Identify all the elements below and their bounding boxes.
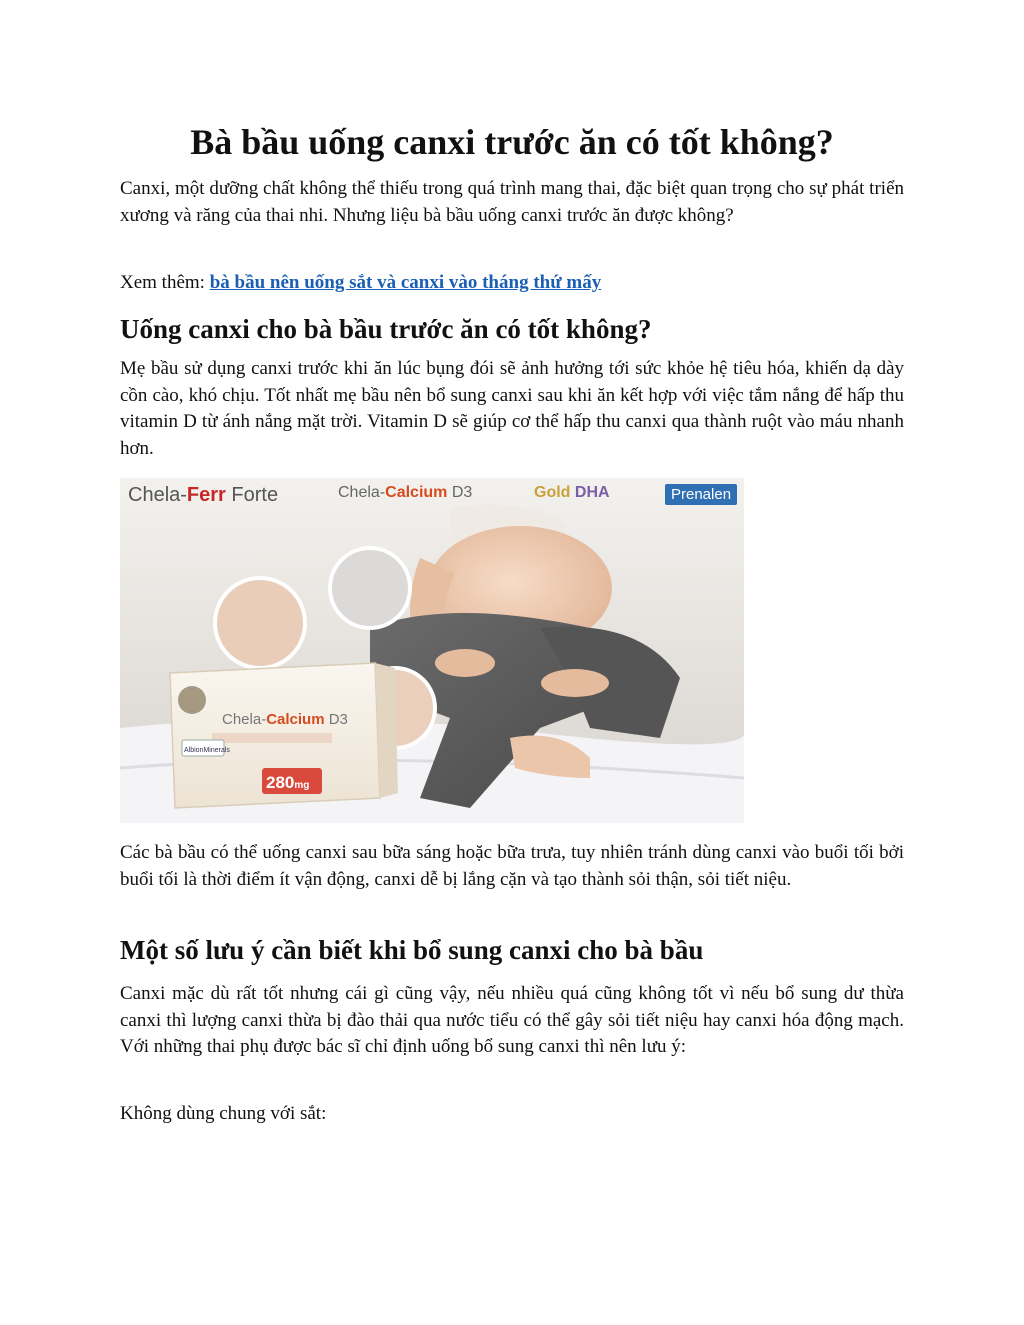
section2-heading: Một số lưu ý cần biết khi bổ sung canxi cho bà bầu — [120, 935, 704, 965]
brand-chela-ferr: Chela-Ferr Forte — [128, 484, 279, 506]
section1-paragraph-2: Các bà bầu có thể uống canxi sau bữa sáng hoặc bữa trưa, tuy nhiên tránh dùng canxi vào buổi tối bởi buổi tối là thời điểm ít vận động, canxi dễ bị lắng cặn và tạo thành sỏi thận, sỏi tiết niệu. — [120, 842, 904, 890]
section2-paragraph-1: Canxi mặc dù rất tốt nhưng cái gì cũng vậy, nếu nhiều quá cũng không tốt vì nếu bổ sung dư thừa canxi thì lượng canxi thừa bị đào thải qua nước tiểu có thể gây sỏi tiết niệu hay canxi hóa động mạch. Với những thai phụ được bác sĩ chỉ định uống bổ sung canxi thì nên lưu ý: — [120, 983, 904, 1057]
box-maker-text: AlbionMinerals — [184, 747, 230, 754]
box-dose-text: 280mg — [266, 773, 310, 792]
page-title: Bà bầu uống canxi trước ăn có tốt không? — [190, 122, 834, 162]
pregnant-woman-photo — [120, 478, 744, 823]
see-more-line — [120, 270, 904, 297]
see-more-label: Xem thêm: — [120, 272, 210, 293]
section1-heading: Uống canxi cho bà bầu trước ăn có tốt không? — [120, 314, 652, 344]
section2-paragraph-2: Không dùng chung với sắt: — [120, 1103, 327, 1124]
article-image — [120, 478, 744, 823]
see-more-link[interactable]: bà bầu nên uống sắt và canxi vào tháng thứ mấy — [209, 272, 602, 293]
section1-paragraph-1: Mẹ bầu sử dụng canxi trước khi ăn lúc bụng đói sẽ ảnh hưởng tới sức khỏe hệ tiêu hóa, khiến dạ dày cồn cào, khó chịu. Tốt nhất mẹ bầu nên bổ sung canxi sau khi ăn kết hợp với việc tắm nắng để hấp thu vitamin D từ ánh nắng mặt trời. Vitamin D sẽ giúp cơ thể hấp thu canxi qua thành ruột vào máu nhanh hơn. — [120, 358, 904, 459]
box-brand-text: Chela-Calcium D3 — [222, 711, 348, 728]
brand-gold-dha: Gold DHA — [534, 484, 610, 501]
brand-chela-calcium: Chela-Calcium D3 — [338, 484, 473, 501]
intro-paragraph: Canxi, một dưỡng chất không thể thiếu trong quá trình mang thai, đặc biệt quan trọng cho sự phát triển xương và răng của thai nhi. Nhưng liệu bà bầu uống canxi trước ăn được không? — [120, 178, 904, 226]
brand-prenalen: Prenalen — [665, 484, 737, 505]
